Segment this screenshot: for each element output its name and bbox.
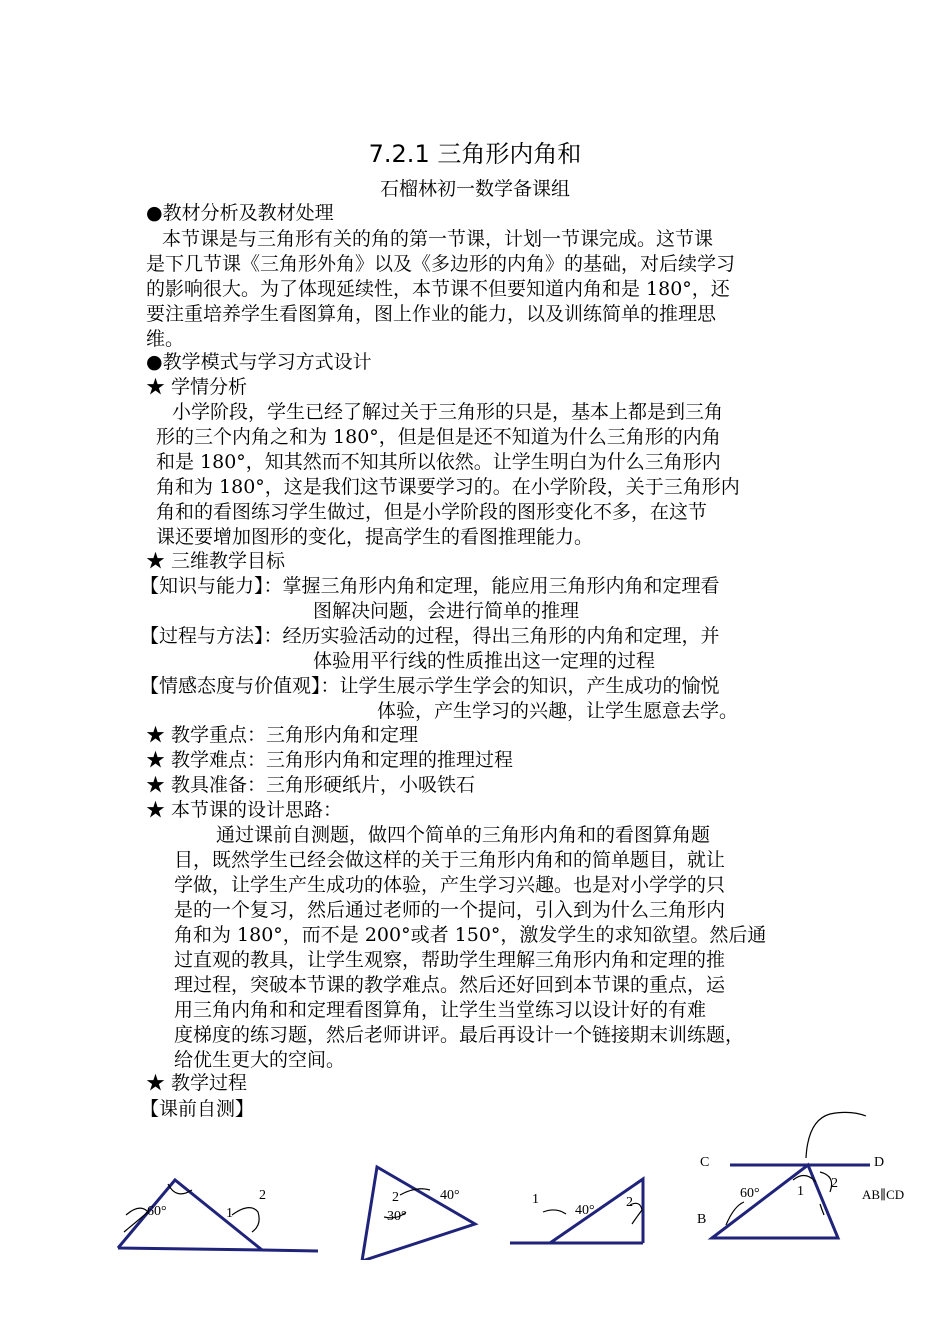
page-subtitle: 石榴林初一数学备课组 bbox=[379, 178, 570, 200]
paragraph-line: 角和为 180°，而不是 200°或者 150°，激发学生的求知欲望。然后通 bbox=[174, 924, 767, 946]
paragraph-line: 和是 180°，知其然而不知其所以依然。让学生明白为什么三角形内 bbox=[156, 451, 721, 473]
paragraph-line: 理过程，突破本节课的教学难点。然后还好回到本节课的重点，运 bbox=[174, 974, 726, 996]
paragraph-line: 通过课前自测题，做四个简单的三角形内角和的看图算角题 bbox=[216, 824, 711, 846]
paragraph-line: 度梯度的练习题，然后老师讲评。最后再设计一个链接期末训练题， bbox=[174, 1024, 745, 1046]
goal-line: 体验用平行线的性质推出这一定理的过程 bbox=[313, 650, 656, 672]
paragraph-line: 用三角内角和和定理看图算角，让学生当堂练习以设计好的有难 bbox=[174, 999, 707, 1021]
paragraph-line: 本节课是与三角形有关的角的第一节课，计划一节课完成。这节课 bbox=[162, 228, 714, 250]
section-heading: ★ 教学过程 bbox=[146, 1072, 248, 1094]
triangle-figure-2 bbox=[362, 1167, 475, 1260]
section-heading: ●教材分析及教材处理 bbox=[146, 202, 334, 224]
angle-label: 40° bbox=[440, 1188, 460, 1203]
angle-label: 1 bbox=[797, 1184, 804, 1199]
angle-label: 2 bbox=[259, 1188, 266, 1203]
pretest-figures bbox=[0, 1100, 950, 1260]
paragraph-line: 是的一个复习，然后通过老师的一个提问，引入到为什么三角形内 bbox=[174, 899, 726, 921]
page-title: 7.2.1 三角形内角和 bbox=[368, 140, 582, 168]
angle-label: 2 bbox=[626, 1195, 633, 1210]
angle-label: 2 bbox=[831, 1176, 838, 1191]
section-heading: ●教学模式与学习方式设计 bbox=[146, 351, 372, 373]
angle-label: 2 bbox=[392, 1190, 399, 1205]
paragraph-line: 课还要增加图形的变化，提高学生的看图推理能力。 bbox=[156, 526, 594, 548]
section-heading: 【课前自测】 bbox=[140, 1098, 255, 1120]
angle-label: 40° bbox=[575, 1203, 595, 1218]
paragraph-line: 小学阶段，学生已经了解过关于三角形的只是，基本上都是到三角 bbox=[172, 401, 724, 423]
section-heading: ★ 本节课的设计思路： bbox=[146, 799, 343, 821]
paragraph-line: 目，既然学生已经会做这样的关于三角形内角和的简单题目，就让 bbox=[174, 849, 726, 871]
section-heading: ★ 学情分析 bbox=[146, 376, 248, 398]
angle-label: 60° bbox=[147, 1204, 167, 1219]
goal-line: 体验，产生学习的兴趣，让学生愿意去学。 bbox=[377, 700, 739, 722]
key-point: ★ 教学重点：三角形内角和定理 bbox=[146, 724, 419, 746]
goal-line: 【过程与方法】：经历实验活动的过程，得出三角形的内角和定理，并 bbox=[140, 625, 720, 647]
goal-line: 【情感态度与价值观】：让学生展示学生学会的知识，产生成功的愉悦 bbox=[140, 675, 720, 697]
paragraph-line: 要注重培养学生看图算角，图上作业的能力，以及训练简单的推理思 bbox=[146, 303, 717, 325]
paragraph-line: 是下几节课《三角形外角》以及《多边形的内角》的基础，对后续学习 bbox=[146, 253, 736, 275]
angle-label: 1 bbox=[532, 1192, 539, 1207]
point-label: D bbox=[874, 1155, 885, 1170]
angle-label: 60° bbox=[740, 1186, 760, 1201]
goal-line: 图解决问题，会进行简单的推理 bbox=[313, 600, 580, 622]
paragraph-line: 的影响很大。为了体现延续性，本节课不但要知道内角和是 180°，还 bbox=[146, 278, 730, 300]
paragraph-line: 维。 bbox=[146, 328, 185, 350]
paragraph-line: 形的三个内角之和为 180°，但是但是还不知道为什么三角形的内角 bbox=[156, 426, 721, 448]
angle-label: 30° bbox=[387, 1209, 407, 1224]
paragraph-line: 过直观的教具，让学生观察，帮助学生理解三角形内角和定理的推 bbox=[174, 949, 726, 971]
angle-label: 1 bbox=[226, 1206, 233, 1221]
goal-line: 【知识与能力】：掌握三角形内角和定理，能应用三角形内角和定理看 bbox=[140, 575, 720, 597]
parallel-lines-figure bbox=[712, 1165, 870, 1238]
difficulty: ★ 教学难点：三角形内角和定理的推理过程 bbox=[146, 749, 514, 771]
paragraph-line: 角和为 180°，这是我们这节课要学习的。在小学阶段，关于三角形内 bbox=[156, 476, 740, 498]
paragraph-line: 角和的看图练习学生做过，但是小学阶段的图形变化不多，在这节 bbox=[156, 501, 708, 523]
paragraph-line: 学做，让学生产生成功的体验，产生学习兴趣。也是对小学学的只 bbox=[174, 874, 726, 896]
section-heading: ★ 三维教学目标 bbox=[146, 550, 286, 572]
tools: ★ 教具准备：三角形硬纸片，小吸铁石 bbox=[146, 774, 476, 796]
point-label: C bbox=[700, 1155, 710, 1170]
paragraph-line: 给优生更大的空间。 bbox=[174, 1049, 346, 1071]
point-label: B bbox=[697, 1212, 707, 1227]
parallel-note: AB∥CD bbox=[862, 1187, 905, 1202]
